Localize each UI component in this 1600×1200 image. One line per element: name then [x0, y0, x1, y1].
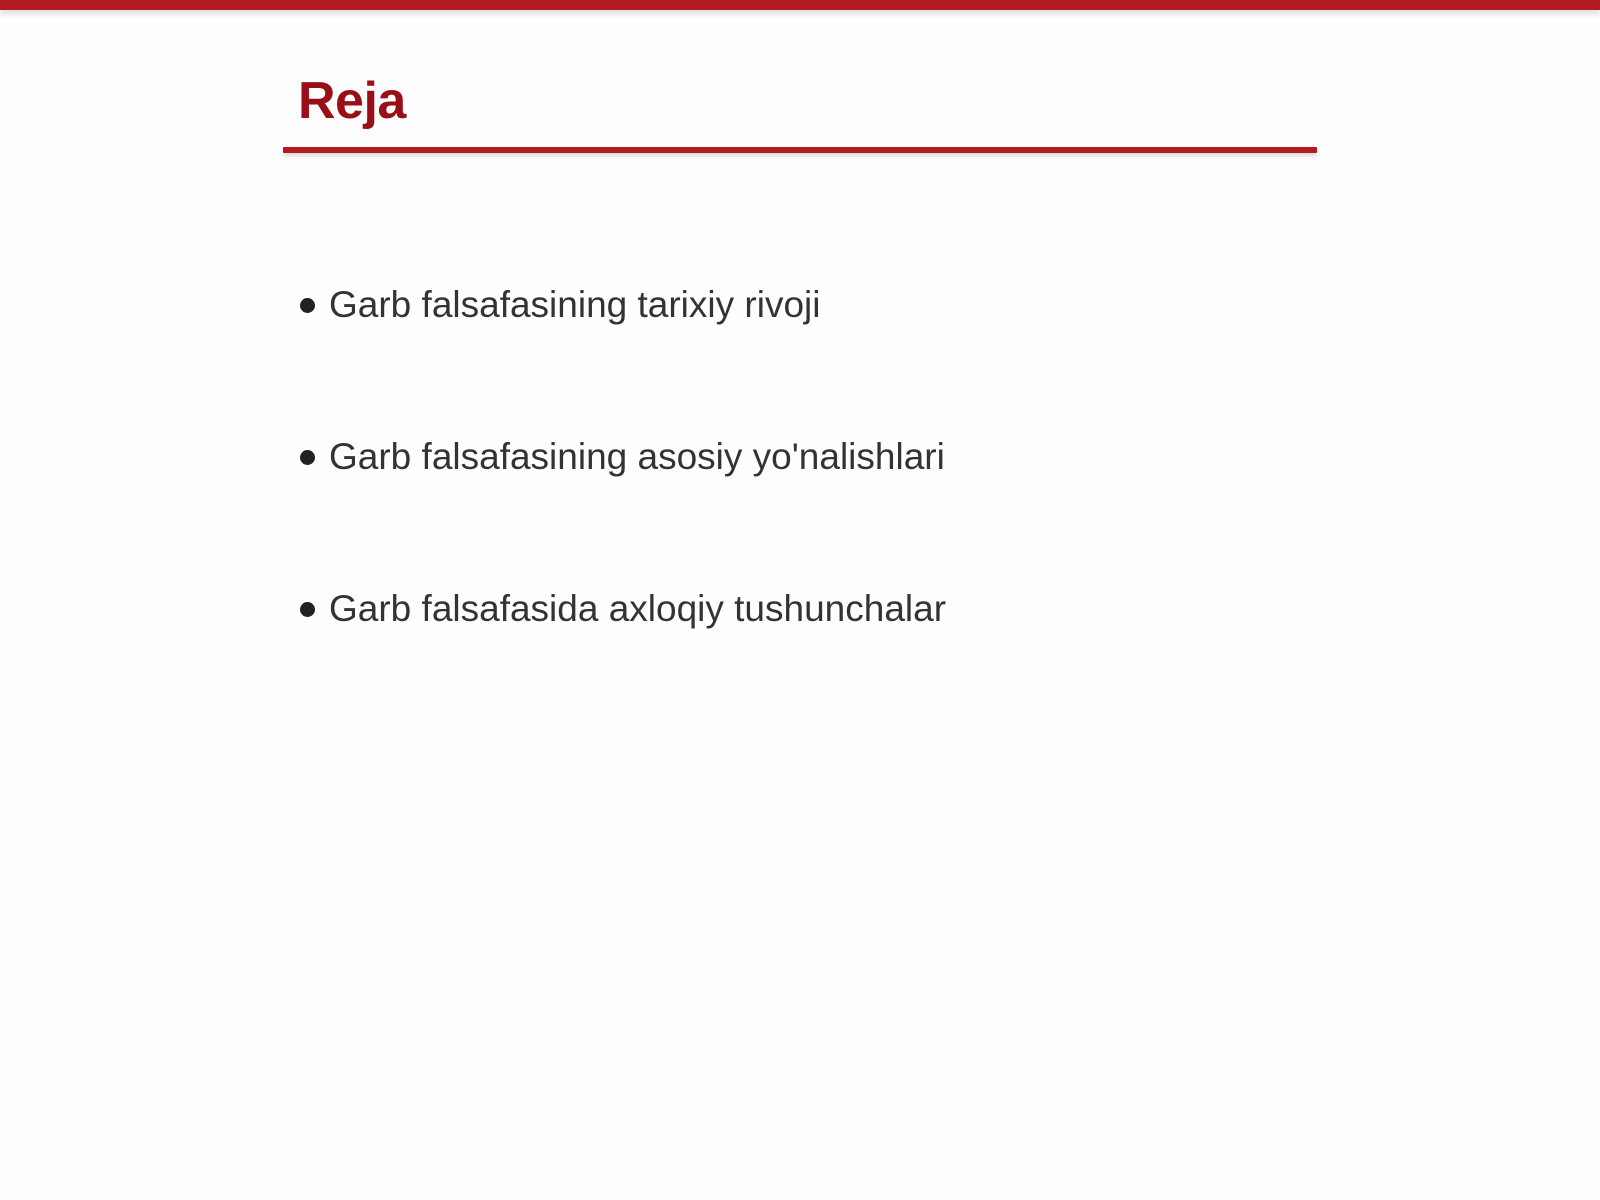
- bullet-dot-icon: [300, 450, 315, 465]
- bullet-text: Garb falsafasining asosiy yo'nalishlari: [329, 436, 945, 477]
- slide-title: Reja: [298, 72, 406, 130]
- bullet-text: Garb falsafasida axloqiy tushunchalar: [329, 588, 947, 629]
- bullet-dot-icon: [300, 602, 315, 617]
- bullet-text: Garb falsafasining tarixiy rivoji: [329, 284, 821, 325]
- bullet-dot-icon: [300, 298, 315, 313]
- title-underline: [283, 147, 1317, 153]
- top-accent-bar: [0, 0, 1600, 10]
